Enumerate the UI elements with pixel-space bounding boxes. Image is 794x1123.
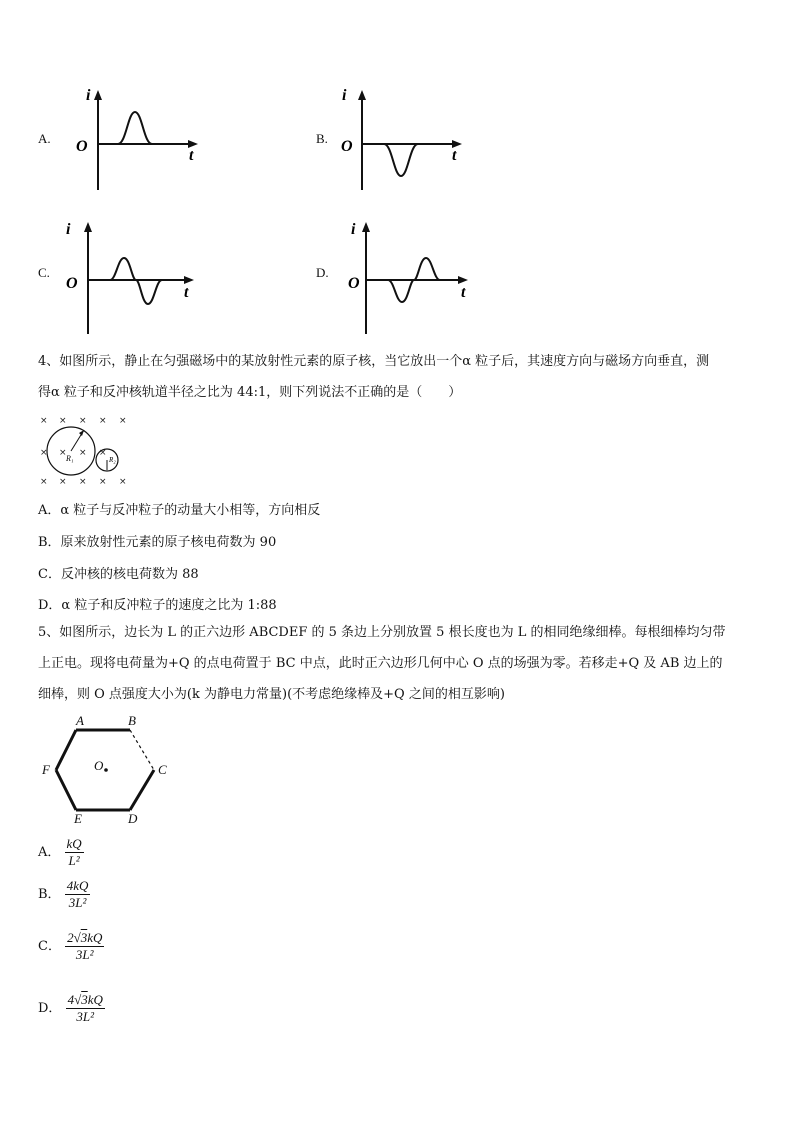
q4-magnetic-field-figure: [36, 410, 136, 494]
q5-stem-line3: 细棒，则 O 点强度大小为(k 为静电力常量)(不考虑绝缘棒及+Q 之间的相互影响): [38, 687, 505, 702]
q5-stem-line1: 5、如图所示，边长为 L 的正六边形 ABCDEF 的 5 条边上分别放置 5 根长度也为 L 的相同绝缘细棒。每根细棒均匀带: [38, 625, 726, 640]
q5-option-a: A． $\frac{kQ}{\text{L²}}$: [38, 836, 82, 868]
option-b-label: B.: [316, 131, 328, 146]
svg-text:×: ×: [79, 448, 87, 458]
q5-option-b-denominator: 3L²: [68, 895, 87, 910]
graph-a-i-label: i: [86, 87, 91, 104]
q5-option-d: D． $\frac{4√3kQ}{\text{3L²}}$: [38, 992, 103, 1024]
q5-option-a-numerator: kQ: [66, 836, 82, 851]
hexagon-figure: [36, 712, 176, 832]
q4-stem: [38, 346, 758, 408]
q4-option-c: C．反冲核的核电荷数为 88: [38, 567, 199, 582]
q4-stem-line2: 得α 粒子和反冲核轨道半径之比为 44:1，则下列说法不正确的是（ ）: [38, 385, 462, 400]
hex-label-c: C: [158, 762, 167, 777]
graph-a-t-label: t: [189, 147, 194, 164]
svg-text:×: ×: [79, 477, 87, 487]
graph-c-i-label: i: [66, 221, 71, 238]
hex-label-b: B: [128, 713, 136, 728]
graph-a-origin: O: [76, 138, 88, 155]
graph-c-origin: O: [66, 275, 78, 292]
graph-d-i-label: i: [351, 221, 356, 238]
svg-text:×: ×: [99, 416, 107, 426]
svg-text:×: ×: [40, 477, 48, 487]
option-a-label: A.: [38, 131, 51, 146]
graph-c: [60, 218, 210, 342]
svg-text:×: ×: [59, 448, 67, 458]
q4-stem-line1: 4、如图所示，静止在匀强磁场中的某放射性元素的原子核，当它放出一个α 粒子后，其速度方向与磁场方向垂直，测: [38, 354, 710, 369]
q5-option-b-numerator: 4kQ: [66, 878, 89, 893]
q4-option-b: B．原来放射性元素的原子核电荷数为 90: [38, 535, 277, 550]
q5-option-a-denominator: L²: [68, 853, 80, 868]
option-c-label: C.: [38, 265, 50, 280]
svg-text:×: ×: [119, 477, 127, 487]
q5-option-c-denominator: 3L²: [75, 947, 94, 962]
q4-option-a: A．α 粒子与反冲粒子的动量大小相等，方向相反: [38, 503, 321, 518]
hex-label-a: A: [76, 713, 84, 728]
svg-text:×: ×: [59, 416, 67, 426]
hex-label-f: F: [42, 762, 50, 777]
graph-c-t-label: t: [184, 284, 189, 301]
r1-label: R₁: [66, 454, 74, 463]
r2-label: R₂: [109, 456, 116, 464]
graph-a: [60, 86, 210, 200]
svg-text:×: ×: [40, 448, 48, 458]
svg-text:×: ×: [79, 416, 87, 426]
graph-d: [338, 218, 488, 342]
hex-label-e: E: [74, 811, 82, 826]
svg-text:×: ×: [119, 416, 127, 426]
q5-stem-line2: 上正电。现将电荷量为+Q 的点电荷置于 BC 中点，此时正六边形几何中心 O 点的场强为零。若移走+Q 及 AB 边上的: [38, 656, 723, 671]
q5-option-b: B． $\frac{4kQ}{\text{3L²}}$: [38, 878, 89, 910]
q5-stem: [38, 617, 758, 710]
graph-d-origin: O: [348, 275, 360, 292]
option-d-label: D.: [316, 265, 329, 280]
q4-option-d: D．α 粒子和反冲粒子的速度之比为 1:88: [38, 598, 277, 613]
graph-b-i-label: i: [342, 87, 347, 104]
q5-option-d-numerator: 4√3kQ: [67, 992, 103, 1007]
q5-option-c: C． $\frac{2√3kQ}{\text{3L²}}$: [38, 930, 103, 962]
q5-option-c-numerator: 2√3kQ: [67, 930, 103, 945]
svg-text:×: ×: [99, 448, 107, 458]
svg-text:×: ×: [99, 477, 107, 487]
graph-b: [338, 86, 488, 200]
svg-text:×: ×: [59, 477, 67, 487]
svg-text:×: ×: [40, 416, 48, 426]
hex-label-o: O: [94, 758, 104, 773]
q5-option-d-denominator: 3L²: [76, 1009, 95, 1024]
graph-b-origin: O: [341, 138, 353, 155]
hex-label-d: D: [128, 811, 138, 826]
graph-b-t-label: t: [452, 147, 457, 164]
graph-d-t-label: t: [461, 284, 466, 301]
